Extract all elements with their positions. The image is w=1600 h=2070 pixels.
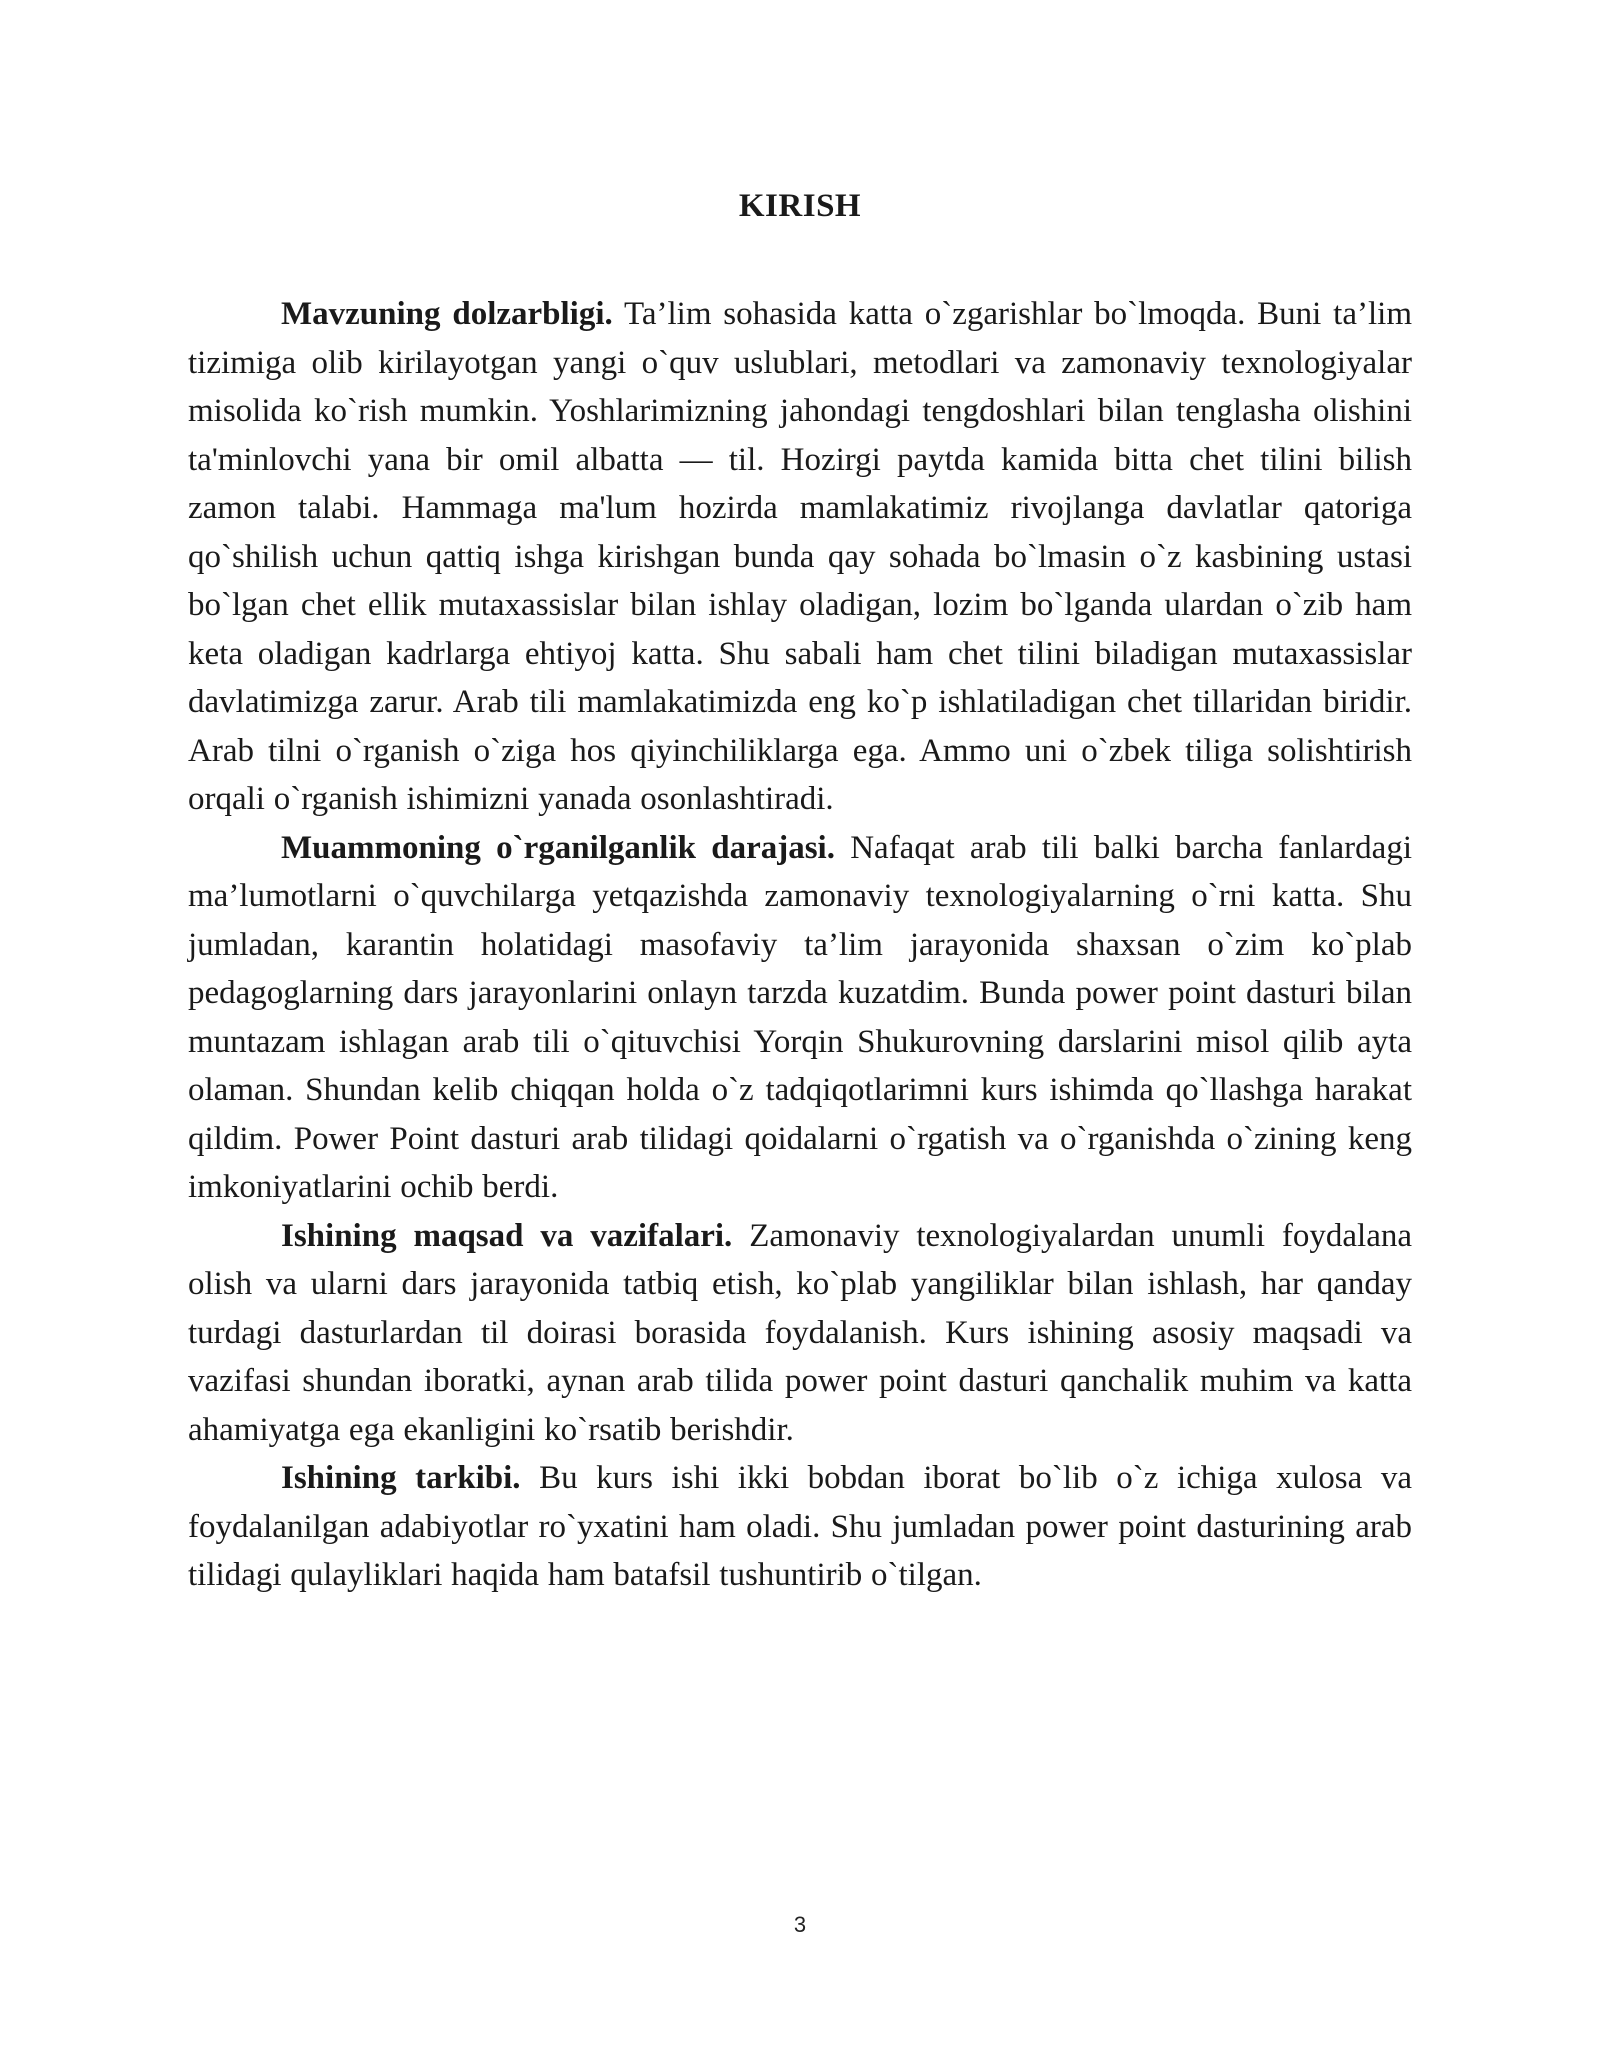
paragraph-heading: Mavzuning dolzarbligi. (281, 296, 613, 332)
paragraph-research-degree (188, 824, 1412, 1212)
paragraph-heading: Ishining tarkibi. (281, 1460, 521, 1496)
body-text (188, 290, 1412, 1600)
page-number: 3 (793, 1912, 807, 1937)
paragraph-structure (188, 1454, 1412, 1600)
paragraph-text: Bu kurs ishi ikki bobdan iborat bo`lib o`z ichiga xulosa va foydalanilgan adabiyotlar ro`yxatini ham oladi. Shu jumladan power point dasturining arab tilidagi qulayliklari haqida ham batafsil tushuntirib o`tilgan. (188, 1460, 1412, 1593)
paragraph-relevance (188, 290, 1412, 824)
paragraph-text: Ta’lim sohasida katta o`zgarishlar bo`lmoqda. Buni ta’lim tizimiga olib kirilayotgan yangi o`quv uslublari, metodlari va zamonaviy texnologiyalar misolida ko`rish mumkin. Yoshlarimizning jahondagi tengdoshlari bilan tenglasha olishini ta'minlovchi yana bir omil albatta — til. Hozirgi paytda kamida bitta chet tilini bilish zamon talabi. Hammaga ma'lum hozirda mamlakatimiz rivojlanga davlatlar qatoriga qo`shilish uchun qattiq ishga kirishgan bunda qay sohada bo`lmasin o`z kasbining ustasi bo`lgan chet ellik mutaxassislar bilan ishlay oladigan, lozim bo`lganda ulardan o`zib ham keta oladigan kadrlarga ehtiyoj katta. Shu sabali ham chet tilini biladigan mutaxassislar davlatimizga zarur. Arab tili mamlakatimizda eng ko`p ishlatiladigan chet tillaridan biridir. Arab tilni o`rganish o`ziga hos qiyinchiliklarga ega. Ammo uni o`zbek tiliga solishtirish orqali o`rganish ishimizni yanada osonlashtiradi. (188, 296, 1412, 817)
paragraph-heading: Muammoning o`rganilganlik darajasi. (281, 829, 835, 866)
page-title: KIRISH (738, 188, 862, 224)
paragraph-text: Zamonaviy texnologiyalardan unumli foydalana olish va ularni dars jarayonida tatbiq etish, ko`plab yangiliklar bilan ishlash, har qanday turdagi dasturlardan til doirasi borasida foydalanish. Kurs ishining asosiy maqsadi va vazifasi shundan iboratki, aynan arab tilida power point dasturi qanchalik muhim va katta ahamiyatga ega ekanligini ko`rsatib berishdir. (188, 1217, 1412, 1448)
paragraph-text: Nafaqat arab tili balki barcha fanlardagi ma’lumotlarni o`quvchilarga yetqazishda zamonaviy texnologiyalarning o`rni katta. Shu jumladan, karantin holatidagi masofaviy ta’lim jarayonida shaxsan o`zim ko`plab pedagoglarning dars jarayonlarini onlayn tarzda kuzatdim. Bunda power point dasturi bilan muntazam ishlagan arab tili o`qituvchisi Yorqin Shukurovning darslarini misol qilib ayta olaman. Shundan kelib chiqqan holda o`z tadqiqotlarimni kurs ishimda qo`llashga harakat qildim. Power Point dasturi arab tilidagi qoidalarni o`rgatish va o`rganishda o`zining keng imkoniyatlarini ochib berdi. (188, 829, 1412, 1205)
paragraph-heading: Ishining maqsad va vazifalari. (281, 1217, 733, 1254)
paragraph-goals (188, 1212, 1412, 1455)
